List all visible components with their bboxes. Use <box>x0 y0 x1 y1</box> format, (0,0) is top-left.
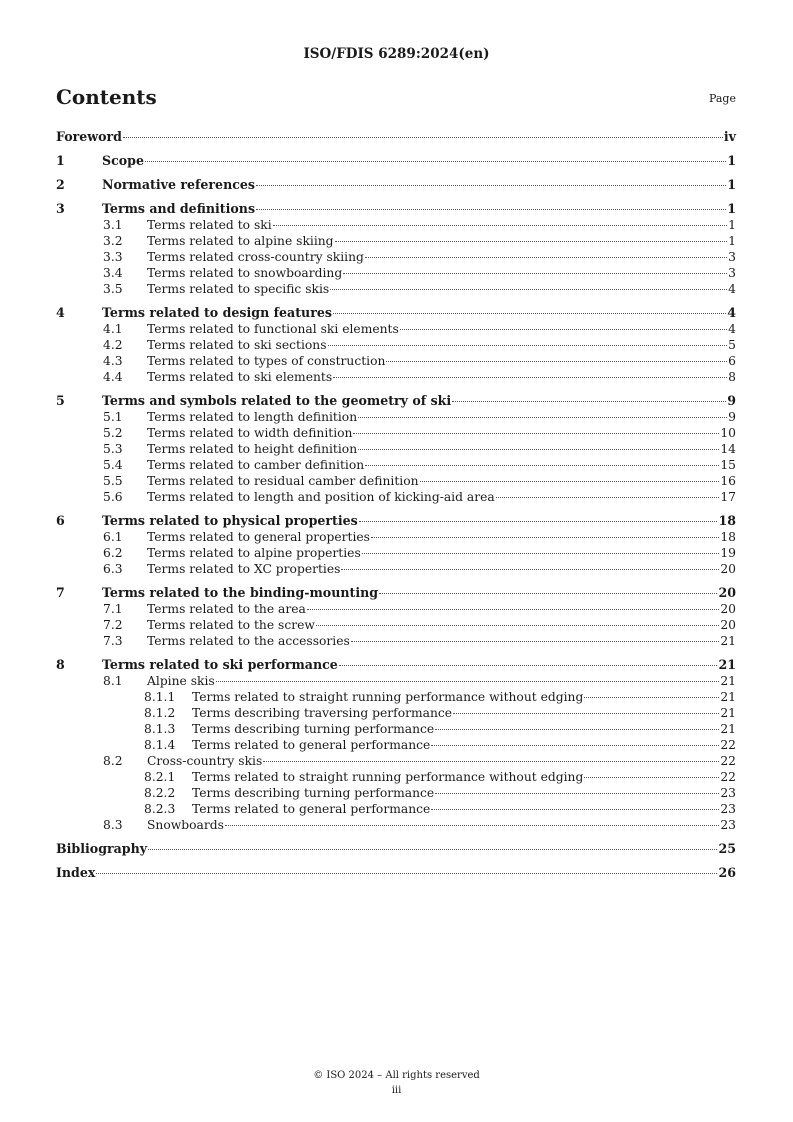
toc-entry-page: 26 <box>718 865 736 880</box>
toc-entry-page: 21 <box>720 722 736 736</box>
toc-entry-number: 4 <box>56 305 65 320</box>
dot-leader <box>400 329 727 330</box>
toc-entry[interactable] <box>56 785 736 801</box>
toc-entry[interactable] <box>56 393 736 409</box>
dot-leader <box>333 377 727 378</box>
dot-leader <box>584 697 719 698</box>
toc-entry-page: 18 <box>720 530 736 544</box>
toc-entry-number: 7.3 <box>103 634 123 648</box>
dot-leader <box>343 273 727 274</box>
dot-leader <box>96 873 717 874</box>
toc-entry-page: 22 <box>720 754 736 768</box>
toc-entry-title: Bibliography <box>56 841 148 856</box>
toc-entry-title: Terms describing turning performance <box>192 786 435 800</box>
toc-entry[interactable] <box>56 353 736 369</box>
toc-entry-number: 8.1.4 <box>144 738 176 752</box>
dot-leader <box>316 625 719 626</box>
dot-leader <box>431 809 719 810</box>
toc-entry-number: 5.3 <box>103 442 123 456</box>
toc-entry[interactable] <box>56 721 736 737</box>
toc-entry-number: 8.1.2 <box>144 706 176 720</box>
dot-leader <box>365 257 727 258</box>
toc-entry-number: 8.2.2 <box>144 786 176 800</box>
toc-entry[interactable] <box>56 737 736 753</box>
toc-entry-page: 1 <box>728 218 736 232</box>
toc-entry-page: 1 <box>727 201 736 216</box>
toc-entry-number: 5.2 <box>103 426 123 440</box>
dot-leader <box>379 593 717 594</box>
toc-entry-number: 8.1 <box>103 674 123 688</box>
toc-entry-page: 23 <box>720 818 736 832</box>
toc-entry-number: 8 <box>56 657 65 672</box>
toc-entry-page: 21 <box>720 634 736 648</box>
toc-entry-number: 8.1.3 <box>144 722 176 736</box>
toc-entry[interactable] <box>56 177 736 193</box>
toc-entry-title: Terms related to the area <box>147 602 306 616</box>
dot-leader <box>330 289 727 290</box>
toc-entry-number: 4.1 <box>103 322 123 336</box>
toc-entry-page: 21 <box>720 690 736 704</box>
toc-entry-title: Normative references <box>102 177 256 192</box>
page-footer <box>0 1068 793 1098</box>
toc-entry-title: Terms related to residual camber definition <box>147 474 419 488</box>
toc-entry[interactable] <box>56 409 736 425</box>
toc-entry-title: Terms related to ski performance <box>102 657 338 672</box>
page-number: iii <box>391 1085 402 1096</box>
dot-leader <box>328 345 728 346</box>
toc-entry-number: 2 <box>56 177 65 192</box>
toc-entry[interactable] <box>56 753 736 769</box>
toc-entry-number: 8.2.1 <box>144 770 176 784</box>
toc-entry[interactable] <box>56 585 736 601</box>
toc-entry[interactable] <box>56 321 736 337</box>
toc-entry[interactable] <box>56 457 736 473</box>
toc-entry[interactable] <box>56 545 736 561</box>
toc-entry-page: 16 <box>720 474 736 488</box>
toc-entry[interactable] <box>56 617 736 633</box>
toc-entry[interactable] <box>56 201 736 217</box>
toc-entry-title: Terms related to camber definition <box>147 458 365 472</box>
toc-entry-number: 3.3 <box>103 250 123 264</box>
toc-entry[interactable] <box>56 233 736 249</box>
toc-entry-number: 4.3 <box>103 354 123 368</box>
toc-entry-page: 19 <box>720 546 736 560</box>
toc-entry-page: 22 <box>720 770 736 784</box>
toc-entry-title: Terms related to straight running performance without edging <box>192 770 584 784</box>
toc-entry-title: Terms related to ski <box>147 218 272 232</box>
dot-leader <box>362 553 720 554</box>
toc-entry[interactable] <box>56 529 736 545</box>
toc-entry-title: Terms related to straight running performance without edging <box>192 690 584 704</box>
dot-leader <box>420 481 720 482</box>
toc-entry-title: Terms related to ski elements <box>147 370 333 384</box>
toc-entry[interactable] <box>56 561 736 577</box>
toc-entry[interactable] <box>56 337 736 353</box>
toc-entry[interactable] <box>56 769 736 785</box>
toc-entry-page: 20 <box>720 602 736 616</box>
toc-entry-title: Index <box>56 865 96 880</box>
toc-entry-title: Terms describing turning performance <box>192 722 435 736</box>
toc-entry[interactable] <box>56 817 736 833</box>
toc-entry-title: Terms related to length and position of kicking-aid area <box>147 490 495 504</box>
page-column-label: Page <box>708 92 736 105</box>
toc-entry-page: 17 <box>720 490 736 504</box>
toc-entry[interactable] <box>56 705 736 721</box>
dot-leader <box>435 729 719 730</box>
toc-entry-page: 21 <box>718 657 736 672</box>
toc-entry-title: Terms related to design features <box>102 305 332 320</box>
dot-leader <box>333 313 726 314</box>
dot-leader <box>123 137 723 138</box>
toc-entry-number: 5.1 <box>103 410 123 424</box>
dot-leader <box>435 793 719 794</box>
toc-entry-number: 5.5 <box>103 474 123 488</box>
dot-leader <box>371 537 719 538</box>
toc-entry[interactable] <box>56 265 736 281</box>
toc-entry[interactable] <box>56 657 736 673</box>
toc-entry[interactable] <box>56 673 736 689</box>
toc-entry-page: iv <box>723 129 736 144</box>
toc-entry-title: Terms and symbols related to the geometry of ski <box>102 393 452 408</box>
toc-entry-page: 4 <box>728 322 736 336</box>
toc-entry-number: 7.1 <box>103 602 123 616</box>
toc-entry-page: 25 <box>718 841 736 856</box>
copyright-notice: © ISO 2024 – All rights reserved <box>313 1070 480 1081</box>
toc-entry-number: 8.3 <box>103 818 123 832</box>
toc-entry-number: 8.1.1 <box>144 690 176 704</box>
toc-entry[interactable] <box>56 129 736 145</box>
page-title: Contents <box>56 85 157 109</box>
toc-entry-page: 8 <box>728 370 736 384</box>
toc-entry-page: 9 <box>727 393 736 408</box>
toc-entry-number: 5.4 <box>103 458 123 472</box>
toc-entry-title: Terms and definitions <box>102 201 256 216</box>
toc-entry-number: 3.2 <box>103 234 123 248</box>
toc-entry-page: 4 <box>727 305 736 320</box>
toc-entry-number: 5.6 <box>103 490 123 504</box>
toc-entry-page: 21 <box>720 706 736 720</box>
toc-entry-page: 18 <box>718 513 736 528</box>
toc-entry-title: Terms related to width definition <box>147 426 353 440</box>
toc-entry-page: 23 <box>720 786 736 800</box>
toc-entry[interactable] <box>56 441 736 457</box>
dot-leader <box>453 713 719 714</box>
toc-entry-number: 3.5 <box>103 282 123 296</box>
toc-entry-title: Terms related to specific skis <box>147 282 330 296</box>
toc-entry-title: Cross-country skis <box>147 754 263 768</box>
toc-entry-number: 4.4 <box>103 370 123 384</box>
dot-leader <box>256 209 726 210</box>
toc-entry[interactable] <box>56 865 736 881</box>
toc-entry[interactable] <box>56 249 736 265</box>
toc-entry-page: 3 <box>728 250 736 264</box>
toc-entry-title: Terms related to general performance <box>192 802 431 816</box>
toc-entry-page: 10 <box>720 426 736 440</box>
toc-entry-number: 6.3 <box>103 562 123 576</box>
toc-entry-title: Terms related to the screw <box>147 618 315 632</box>
toc-entry[interactable] <box>56 601 736 617</box>
dot-leader <box>216 681 720 682</box>
dot-leader <box>452 401 726 402</box>
toc-entry-page: 1 <box>727 177 736 192</box>
toc-entry-page: 23 <box>720 802 736 816</box>
toc-entry-title: Scope <box>102 153 144 168</box>
dot-leader <box>359 521 718 522</box>
toc-entry-page: 20 <box>718 585 736 600</box>
dot-leader <box>225 825 719 826</box>
toc-entry-page: 15 <box>720 458 736 472</box>
dot-leader <box>339 665 718 666</box>
toc-entry-number: 3.4 <box>103 266 123 280</box>
toc-entry-title: Terms related cross-country skiing <box>147 250 364 264</box>
toc-entry[interactable] <box>56 473 736 489</box>
toc-entry-number: 8.2 <box>103 754 123 768</box>
toc-entry-page: 22 <box>720 738 736 752</box>
toc-entry-page: 9 <box>728 410 736 424</box>
toc-entry-page: 5 <box>728 338 736 352</box>
toc-entry[interactable] <box>56 153 736 169</box>
toc-entry-title: Terms related to XC properties <box>147 562 341 576</box>
dot-leader <box>335 241 728 242</box>
toc-entry-page: 1 <box>727 153 736 168</box>
dot-leader <box>145 161 726 162</box>
dot-leader <box>148 849 717 850</box>
dot-leader <box>496 497 720 498</box>
toc-entry-page: 20 <box>720 618 736 632</box>
toc-entry-title: Terms related to the binding-mounting <box>102 585 379 600</box>
toc-entry-title: Alpine skis <box>147 674 215 688</box>
dot-leader <box>431 745 719 746</box>
toc-entry[interactable] <box>56 841 736 857</box>
toc-entry[interactable] <box>56 513 736 529</box>
dot-leader <box>353 433 719 434</box>
toc-entry-title: Terms related to snowboarding <box>147 266 343 280</box>
toc-entry[interactable] <box>56 217 736 233</box>
toc-entry-page: 1 <box>728 234 736 248</box>
toc-entry-title: Terms related to alpine skiing <box>147 234 334 248</box>
toc-entry[interactable] <box>56 281 736 297</box>
toc-entry-number: 3 <box>56 201 65 216</box>
dot-leader <box>386 361 727 362</box>
toc-entry-title: Terms related to physical properties <box>102 513 358 528</box>
toc-entry-title: Snowboards <box>147 818 224 832</box>
dot-leader <box>365 465 719 466</box>
toc-entry[interactable] <box>56 489 736 505</box>
toc-entry-number: 6.1 <box>103 530 123 544</box>
toc-entry[interactable] <box>56 305 736 321</box>
toc-entry-page: 3 <box>728 266 736 280</box>
dot-leader <box>263 761 719 762</box>
toc-entry-page: 4 <box>728 282 736 296</box>
toc-entry-title: Terms related to height definition <box>147 442 358 456</box>
toc-entry-title: Terms related to length definition <box>147 410 358 424</box>
toc-entry-page: 6 <box>728 354 736 368</box>
dot-leader <box>584 777 719 778</box>
toc-entry-number: 7.2 <box>103 618 123 632</box>
toc-entry-title: Terms describing traversing performance <box>192 706 453 720</box>
toc-entry[interactable] <box>56 801 736 817</box>
toc-entry[interactable] <box>56 689 736 705</box>
toc-entry-number: 8.2.3 <box>144 802 176 816</box>
toc-entry-page: 21 <box>720 674 736 688</box>
toc-entry-title: Terms related to general performance <box>192 738 431 752</box>
dot-leader <box>256 185 726 186</box>
toc-entry-page: 20 <box>720 562 736 576</box>
toc-entry[interactable] <box>56 425 736 441</box>
toc-entry-number: 7 <box>56 585 65 600</box>
toc-entry-title: Terms related to alpine properties <box>147 546 361 560</box>
table-of-contents <box>56 129 736 881</box>
toc-entry-title: Foreword <box>56 129 122 144</box>
dot-leader <box>358 449 719 450</box>
toc-entry-title: Terms related to the accessories <box>147 634 350 648</box>
toc-entry-number: 4.2 <box>103 338 123 352</box>
toc-entry-number: 6 <box>56 513 65 528</box>
toc-entry-number: 6.2 <box>103 546 123 560</box>
toc-entry-title: Terms related to types of construction <box>147 354 386 368</box>
dot-leader <box>358 417 727 418</box>
toc-entry-title: Terms related to general properties <box>147 530 370 544</box>
toc-entry-number: 1 <box>56 153 65 168</box>
toc-entry[interactable] <box>56 369 736 385</box>
document-id-header: ISO/FDIS 6289:2024(en) <box>303 46 490 62</box>
toc-entry-title: Terms related to functional ski elements <box>147 322 399 336</box>
toc-entry-page: 14 <box>720 442 736 456</box>
dot-leader <box>351 641 720 642</box>
toc-entry-number: 3.1 <box>103 218 123 232</box>
toc-entry-title: Terms related to ski sections <box>147 338 327 352</box>
dot-leader <box>273 225 728 226</box>
dot-leader <box>341 569 719 570</box>
toc-entry-number: 5 <box>56 393 65 408</box>
dot-leader <box>307 609 720 610</box>
toc-entry[interactable] <box>56 633 736 649</box>
